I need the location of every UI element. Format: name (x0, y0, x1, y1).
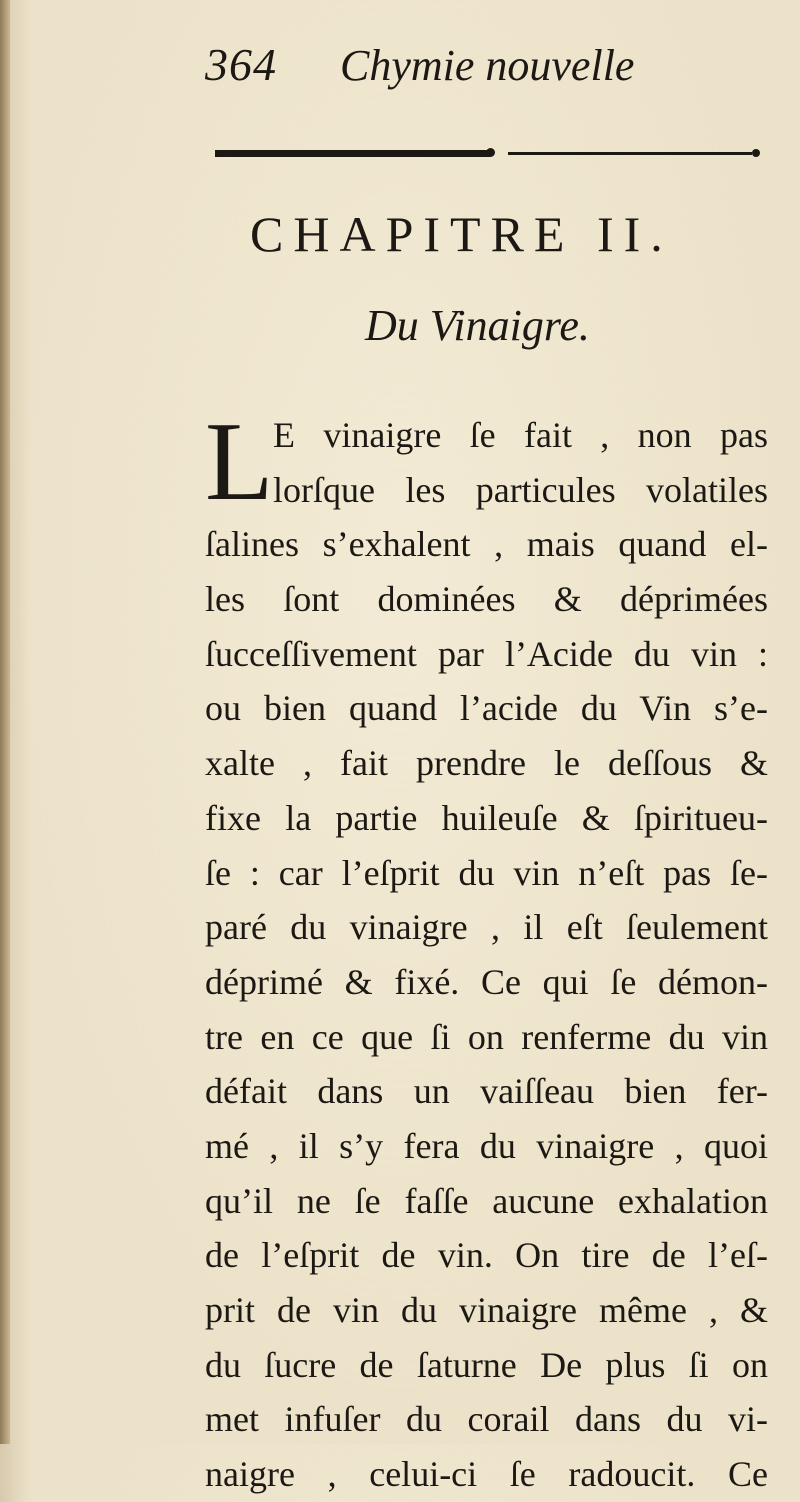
text-line: prit de vin du vinaigre même , & (205, 1290, 768, 1330)
body-text (205, 400, 768, 1502)
text-line: mé , il s’y fera du vinaigre , quoi (205, 1125, 768, 1166)
text-line: ſalines s’exhalent , mais quand el- (205, 524, 768, 565)
ornamental-rule-dot (486, 148, 495, 157)
text-line: ou bien quand l’acide du Vin s’e- (205, 688, 768, 729)
binding-edge (0, 0, 10, 1444)
text-line: E vinaigre ſe fait , non pas (273, 415, 768, 455)
chapter-title: CHAPITRE II. (250, 206, 673, 262)
chapter-subtitle: Du Vinaigre. (365, 301, 590, 350)
text-line: naigre , celui-ci ſe radoucit. Ce (205, 1454, 768, 1495)
text-line: xalte , fait prendre le deſſous & (205, 743, 768, 784)
text-line: ſucceſſivement par l’Acide du vin : (205, 633, 768, 674)
text-line: fixe la partie huileuſe & ſpiritueu- (205, 797, 768, 838)
text-line: du ſucre de ſaturne De plus ſi on (205, 1344, 768, 1385)
text-line: déprimé & fixé. Ce qui ſe démon- (205, 961, 768, 1002)
text-line: paré du vinaigre , il eſt ſeulement (205, 907, 768, 948)
text-line: ſe : car l’eſprit du vin n’eſt pas ſe- (205, 852, 768, 893)
text-line: les ſont dominées & déprimées (205, 579, 768, 620)
ornamental-rule-left (215, 150, 490, 157)
page-number: 364 (205, 39, 277, 90)
ornamental-rule-right (508, 152, 752, 155)
page-header (205, 38, 765, 98)
text-line: lorſque les particules volatiles (273, 469, 768, 510)
running-head: Chymie nouvelle (340, 41, 635, 90)
text-line: de l’eſprit de vin. On tire de l’eſ- (205, 1235, 768, 1276)
ornamental-rule-end (752, 149, 760, 157)
text-line: qu’il ne ſe faſſe aucune exhalation (205, 1180, 768, 1221)
text-line: tre en ce que ſi on renferme du vin (205, 1016, 768, 1057)
text-line: met infuſer du corail dans du vi- (205, 1399, 768, 1440)
drop-cap: L (205, 400, 274, 524)
text-line: défait dans un vaiſſeau bien fer- (205, 1071, 768, 1112)
